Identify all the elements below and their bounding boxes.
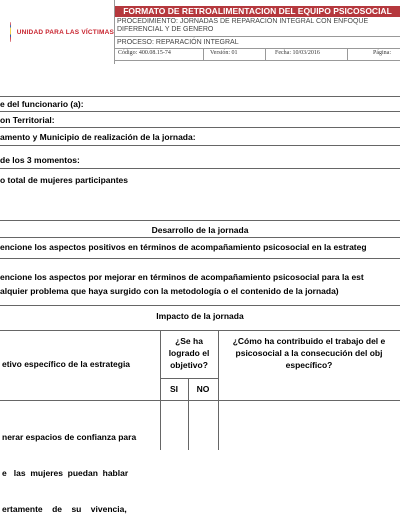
row-line (160, 378, 218, 379)
header-objetivo: etivo específico de la estrategia (2, 359, 131, 369)
field-territorial: on Territorial: (0, 115, 55, 125)
field-momentos: de los 3 momentos: (0, 155, 80, 165)
row-line (0, 258, 400, 259)
desarrollo-item-positivos: encione los aspectos positivos en términos de acompañamiento psicosocial en la estrateg (0, 242, 367, 252)
page-label: Página: (373, 50, 391, 56)
header-logrado: ¿Se ha logrado el objetivo? (168, 336, 210, 370)
coat-of-arms-icon (10, 22, 11, 42)
field-funcionario: e del funcionario (a): (0, 99, 84, 109)
header-no: NO (196, 384, 210, 394)
field-mujeres: o total de mujeres participantes (0, 175, 129, 185)
header-contribucion: ¿Cómo ha contribuido el trabajo del e psicosocial a la consecución del obj específico? (232, 336, 386, 370)
objetivo-row-1: nerar espacios de confianza para e las mujeres puedan hablar ertamente de su vivencia, (2, 432, 137, 514)
desarrollo-item-mejorar-1: encione los aspectos por mejorar en términos de acompañamiento psicosocial para la est (0, 272, 364, 282)
form-title: FORMATO DE RETROALIMENTACION DEL EQUIPO PSICOSOCIAL (115, 6, 400, 17)
row-line (0, 400, 400, 401)
process-label: PROCESO: REPARACIÓN INTEGRAL (117, 39, 239, 46)
row-line (0, 145, 400, 146)
row-line (0, 111, 400, 112)
version-label: Versión: 01 (210, 50, 238, 56)
code-label: Código: 400.08.15-74 (118, 50, 171, 56)
document-header (0, 0, 400, 64)
header-divider (115, 60, 400, 61)
row-line (0, 220, 400, 221)
procedure-label: PROCEDIMIENTO: JORNADAS DE REPARACIÓN INTEGRAL CON ENFOQUE DIFERENCIAL Y DE GENERO (117, 18, 369, 33)
desarrollo-item-mejorar-2: alquier problema que haya surgido con la metodología o el contenido de la jornada) (0, 286, 339, 296)
header-divider (115, 36, 400, 37)
header-si: SI (169, 384, 179, 394)
field-municipio: amento y Municipio de realización de la jornada: (0, 132, 196, 142)
row-line (0, 237, 400, 238)
row-line (0, 305, 400, 306)
row-line (0, 96, 400, 97)
row-line (0, 330, 400, 331)
section-title-desarrollo: Desarrollo de la jornada (151, 225, 249, 235)
section-title-impacto: Impacto de la jornada (156, 311, 244, 321)
row-line (0, 127, 400, 128)
logo (0, 0, 115, 64)
row-line (0, 168, 400, 169)
logo-text: UNIDAD PARA LAS VÍCTIMAS (16, 28, 114, 36)
date-label: Fecha: 10/03/2016 (275, 50, 320, 56)
document-metadata (115, 49, 400, 60)
